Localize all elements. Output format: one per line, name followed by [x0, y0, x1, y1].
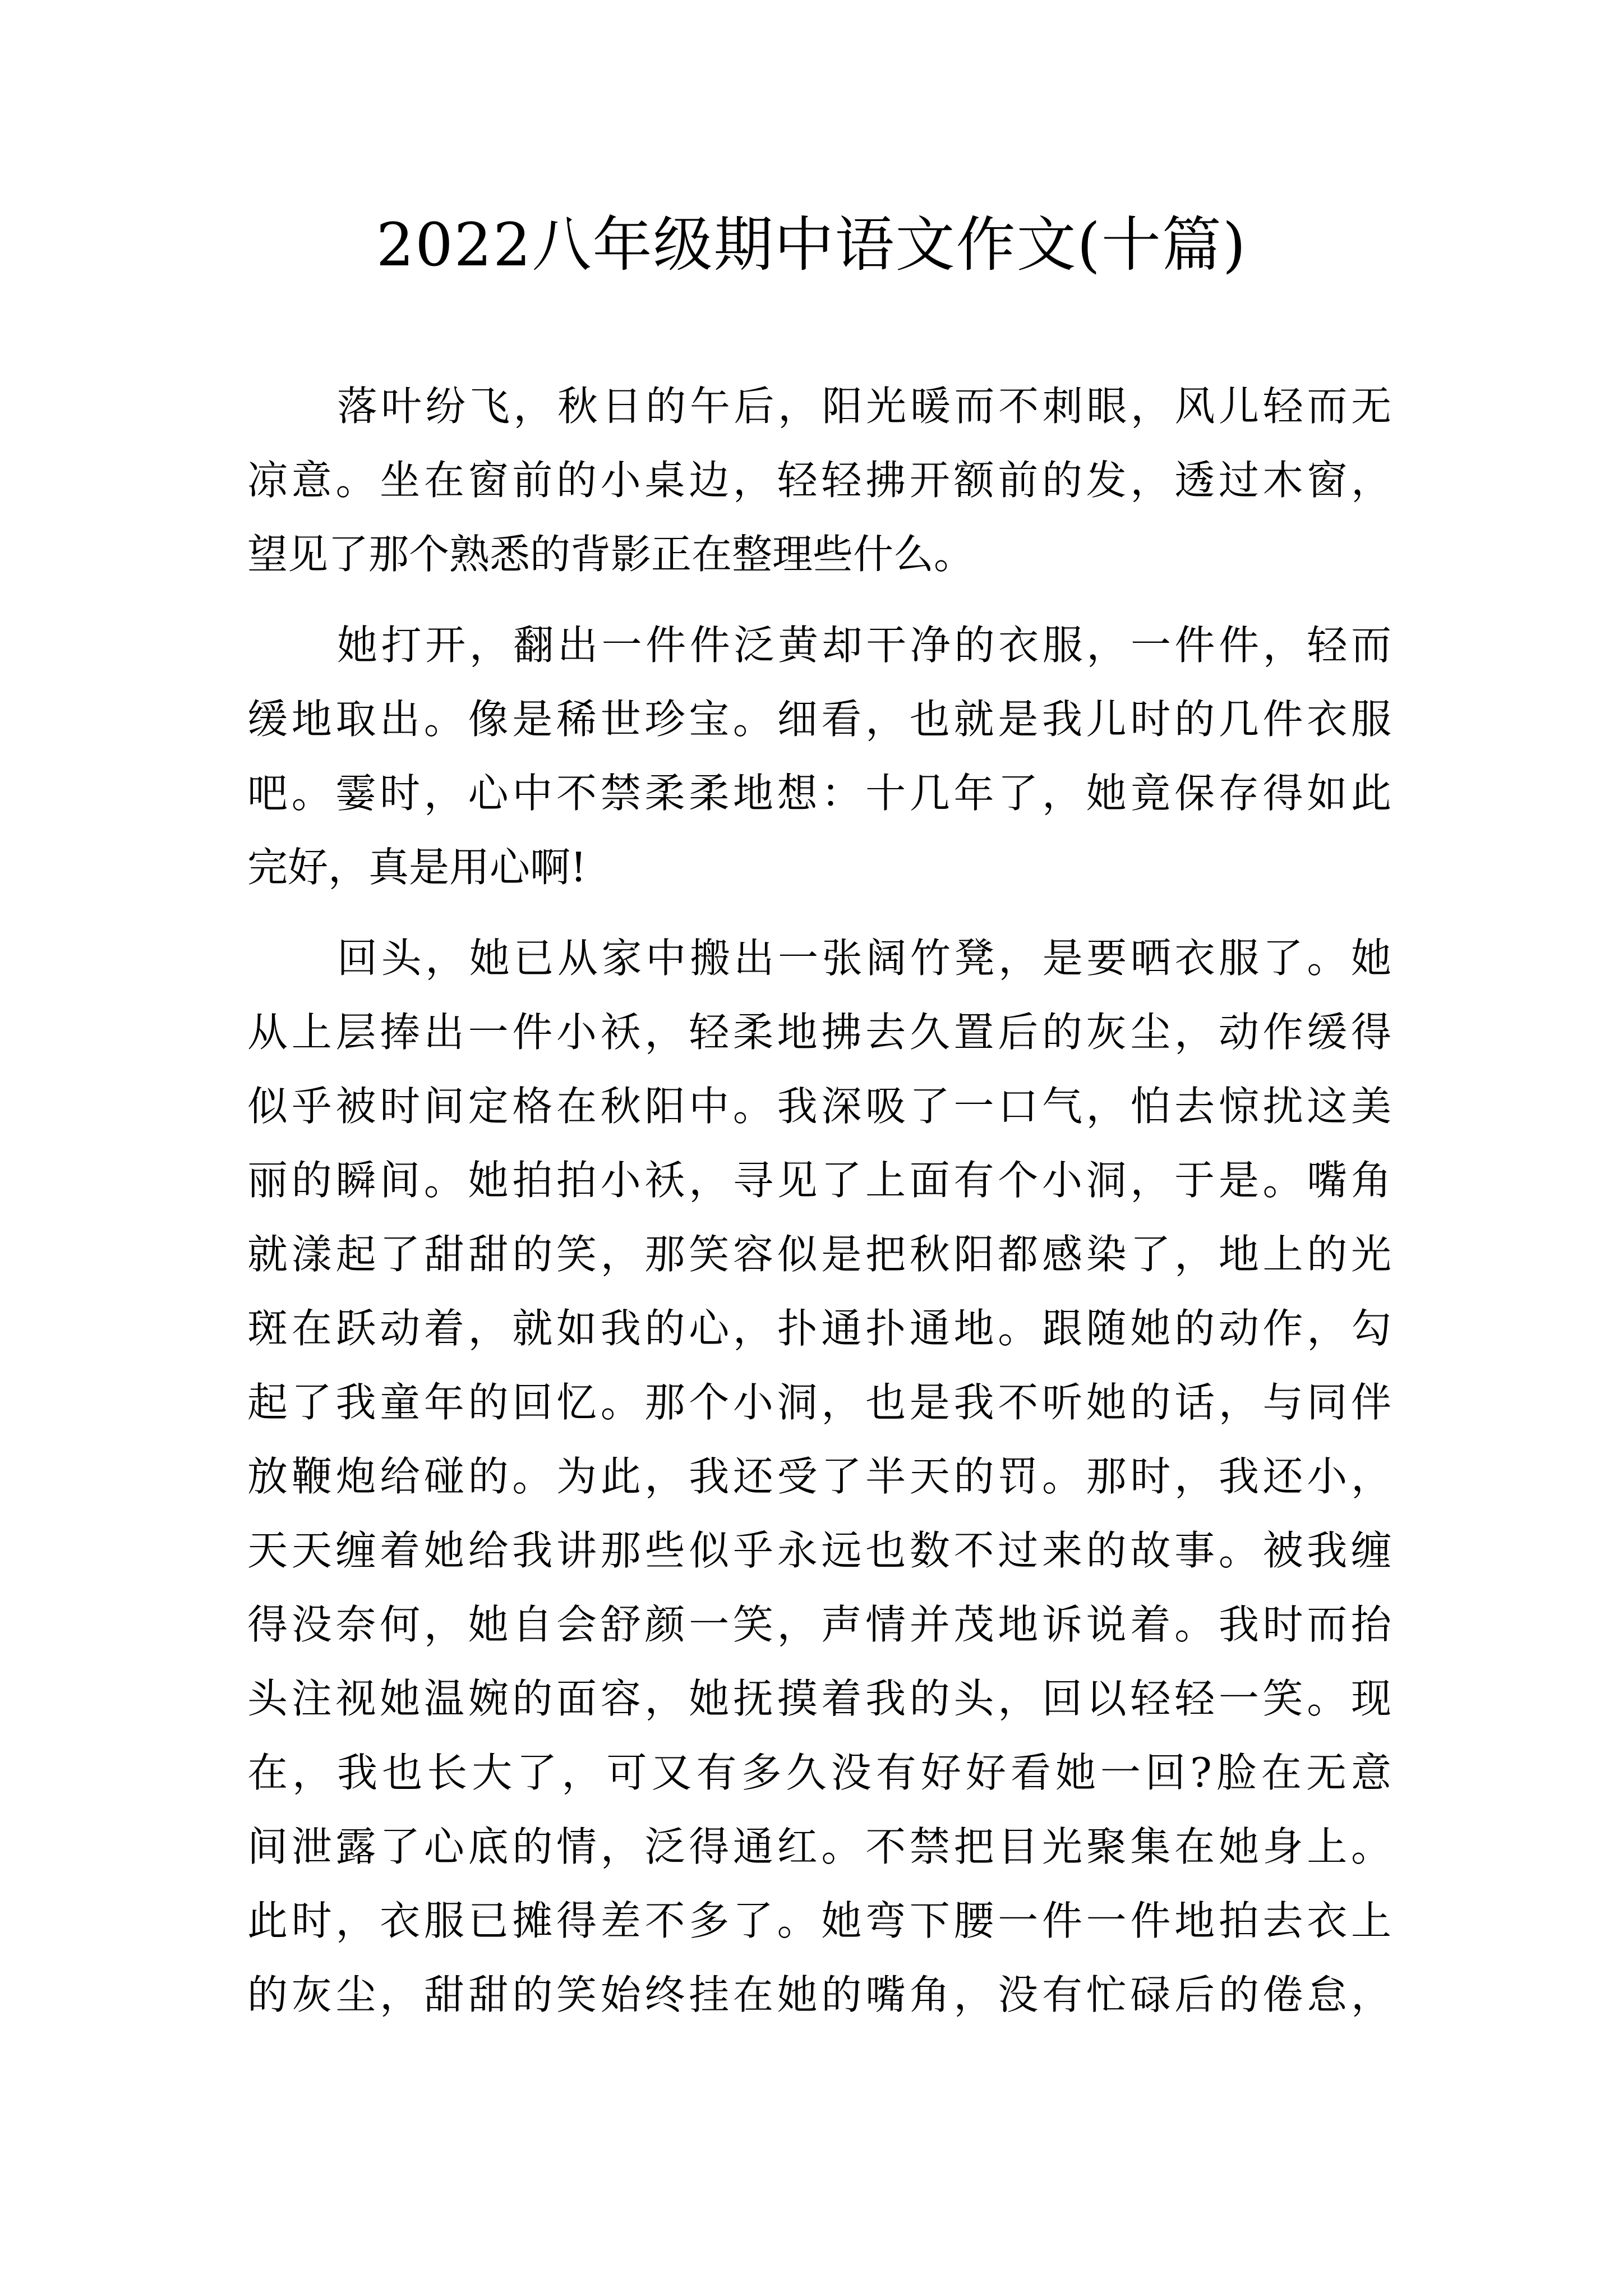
paragraph-3-line-12: 在，我也长大了，可又有多久没有好好看她一回?脸在无意	[247, 1749, 1391, 1796]
paragraph-3-line-14: 此时，衣服已摊得差不多了。她弯下腰一件一件地拍去衣上	[247, 1897, 1391, 1944]
paragraph-3-line-2: 从上层捧出一件小袄，轻柔地拂去久置后的灰尘，动作缓得	[247, 1009, 1391, 1056]
paragraph-3-line-3: 似乎被时间定格在秋阳中。我深吸了一口气，怕去惊扰这美	[247, 1083, 1391, 1130]
paragraph-1-line-3: 望见了那个熟悉的背影正在整理些什么。	[247, 531, 975, 578]
paragraph-3-line-13: 间泄露了心底的情，泛得通红。不禁把目光聚集在她身上。	[247, 1823, 1391, 1870]
document-title: 2022八年级期中语文作文(十篇)	[376, 210, 1247, 279]
paragraph-2-line-3: 吧。霎时，心中不禁柔柔地想：十几年了，她竟保存得如此	[247, 770, 1391, 817]
paragraph-3-line-9: 天天缠着她给我讲那些似乎永远也数不过来的故事。被我缠	[247, 1527, 1391, 1574]
paragraph-1-line-1: 落叶纷飞，秋日的午后，阳光暖而不刺眼，风儿轻而无	[337, 383, 1391, 430]
paragraph-1-line-2: 凉意。坐在窗前的小桌边，轻轻拂开额前的发，透过木窗，	[247, 457, 1391, 504]
paragraph-2-line-2: 缓地取出。像是稀世珍宝。细看，也就是我儿时的几件衣服	[247, 696, 1391, 743]
paragraph-3-line-5: 就漾起了甜甜的笑，那笑容似是把秋阳都感染了，地上的光	[247, 1231, 1391, 1278]
paragraph-3-line-4: 丽的瞬间。她拍拍小袄，寻见了上面有个小洞，于是。嘴角	[247, 1157, 1391, 1204]
paragraph-3-line-15: 的灰尘，甜甜的笑始终挂在她的嘴角，没有忙碌后的倦怠，	[247, 1971, 1391, 2018]
paragraph-3-line-10: 得没奈何，她自会舒颜一笑，声情并茂地诉说着。我时而抬	[247, 1601, 1391, 1648]
paragraph-2-line-4: 完好，真是用心啊!	[247, 844, 587, 891]
paragraph-3-line-1: 回头，她已从家中搬出一张阔竹凳，是要晒衣服了。她	[337, 935, 1391, 982]
paragraph-3-line-7: 起了我童年的回忆。那个小洞，也是我不听她的话，与同伴	[247, 1379, 1391, 1426]
paragraph-2-line-1: 她打开，翻出一件件泛黄却干净的衣服，一件件，轻而	[337, 622, 1391, 669]
paragraph-3-line-6: 斑在跃动着，就如我的心，扑通扑通地。跟随她的动作，勾	[247, 1305, 1391, 1352]
paragraph-3-line-11: 头注视她温婉的面容，她抚摸着我的头，回以轻轻一笑。现	[247, 1675, 1391, 1722]
paragraph-3-line-8: 放鞭炮给碰的。为此，我还受了半天的罚。那时，我还小，	[247, 1453, 1391, 1500]
